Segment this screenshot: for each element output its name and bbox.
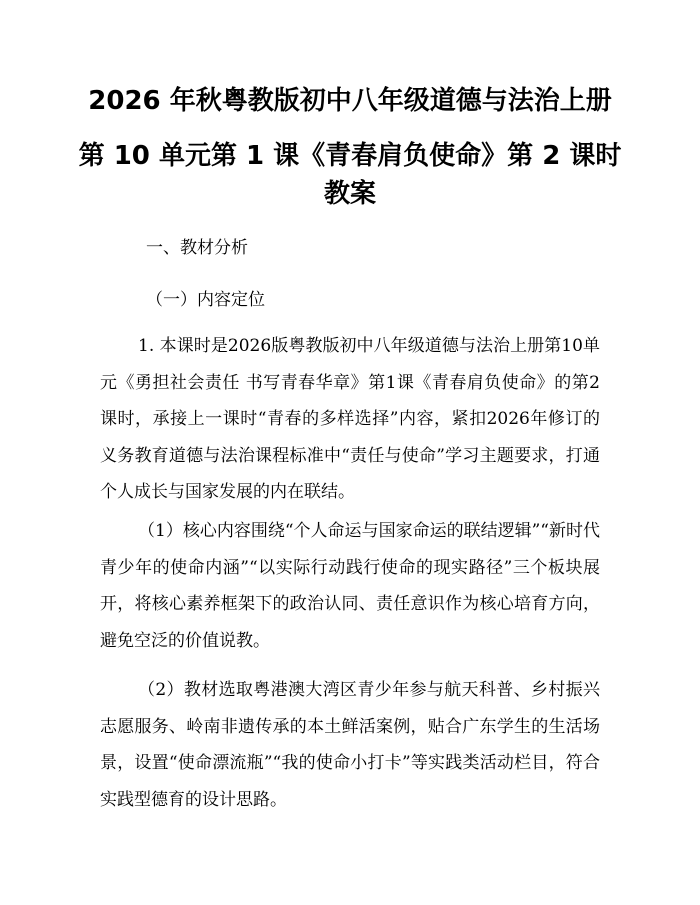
document-title-line-2: 第 10 单元第 1 课《青春肩负使命》第 2 课时 <box>78 141 622 171</box>
paragraph-core-content: （1）核心内容围绕“个人命运与国家命运的联结逻辑”“新时代青少年的使命内涵”“以实际行动践行使命的现实路径”三个板块展开，将核心素养框架下的政治认同、责任意识作为核心培育方向，避免空泛的价值说教。 <box>100 521 600 651</box>
section-heading: 一、教材分析 <box>146 238 248 258</box>
paragraph-content-positioning: 1. 本课时是2026版粤教版初中八年级道德与法治上册第10单元《勇担社会责任 书写青春华章》第1课《青春肩负使命》的第2课时，承接上一课时“青春的多样选择”内容，紧扣2026年修订的义务教育道德与法治课程标准中“责任与使命”学习主题要求，打通个人成长与国家发展的内在联结。 <box>100 336 600 502</box>
document-title-line-1: 2026 年秋粤教版初中八年级道德与法治上册 <box>88 86 612 116</box>
subsection-heading: （一）内容定位 <box>146 290 265 310</box>
paragraph-teaching-materials: （2）教材选取粤港澳大湾区青少年参与航天科普、乡村振兴志愿服务、岭南非遗传承的本土鲜活案例，贴合广东学生的生活场景，设置“使命漂流瓶”“我的使命小打卡”等实践类活动栏目，符合实践型德育的设计思路。 <box>100 680 600 810</box>
document-title-line-3: 教案 <box>323 179 376 209</box>
